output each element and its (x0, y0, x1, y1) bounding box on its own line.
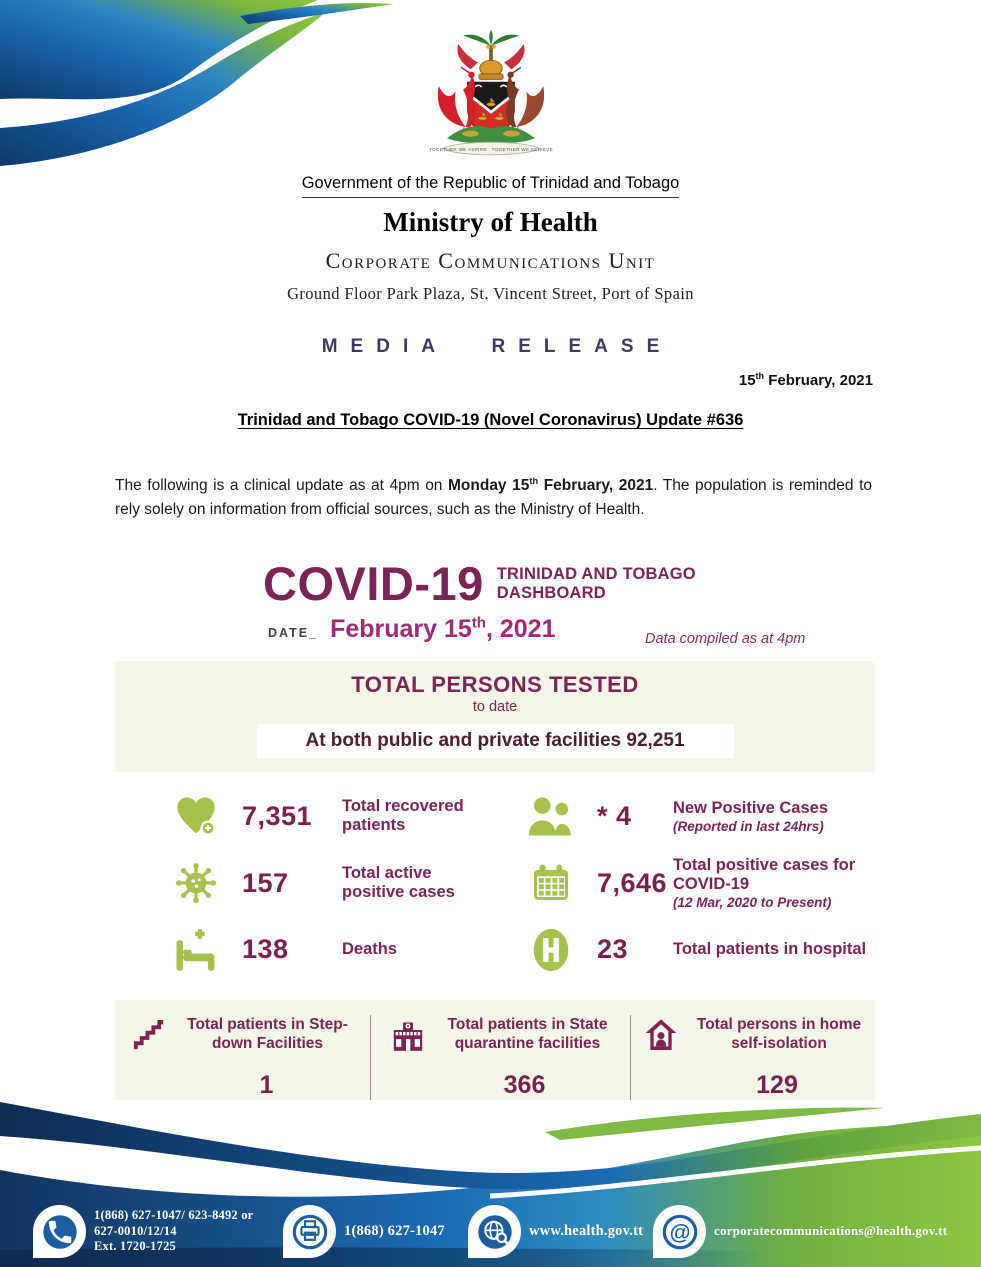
facility-value: 366 (503, 1070, 546, 1099)
people-icon (525, 792, 577, 840)
tested-total-band: At both public and private facilities 92,251 (257, 724, 734, 758)
facility-value: 129 (756, 1070, 798, 1099)
facility-quarantine (370, 1015, 630, 1100)
fax-icon (283, 1205, 336, 1258)
unit-title: Corporate Communications Unit (325, 248, 656, 273)
stat-value: * 4 (597, 800, 632, 831)
stat-label: Total active positive cases (342, 864, 455, 901)
dashboard-header (263, 557, 981, 611)
media-release-heading: MEDIA RELEASE (321, 336, 673, 357)
facility-value: 1 (259, 1070, 274, 1099)
stat-label: Deaths (342, 940, 398, 959)
contact-phone (33, 1205, 283, 1258)
contact-fax (283, 1205, 468, 1258)
stat-label: Total patients in hospital (673, 940, 867, 959)
trinidad-tobago-coat-of-arms (416, 30, 566, 170)
stat-deaths (170, 924, 525, 976)
phone-numbers: 1(868) 627-1047/ 623-8492 or 627-0010/12/14 Ext. 1720-1725 (94, 1208, 254, 1254)
stat-recovered (170, 790, 525, 842)
stat-active-cases (170, 856, 525, 910)
dashboard-date: February 15th, 2021 (330, 614, 556, 644)
virus-icon (170, 859, 222, 907)
dashboard-brand-subtitle: TRINIDAD AND TOBAGO DASHBOARD (496, 565, 696, 602)
facility-label: Total patients in Step-down Facilities (187, 1016, 348, 1052)
release-date: 15th February, 2021 (738, 371, 873, 389)
stat-sublabel: (12 Mar, 2020 to Present) (673, 894, 832, 910)
government-line: Government of the Republic of Trinidad and Tobago (0, 174, 981, 198)
hospital-icon (525, 925, 577, 975)
tested-title: TOTAL PERSONS TESTED (351, 672, 639, 698)
footer (0, 1100, 981, 1267)
ministry-title: Ministry of Health (383, 207, 598, 237)
dashboard-date-label: DATE_ (268, 626, 319, 641)
dashboard-date-row (268, 615, 981, 649)
stat-value: 7,646 (597, 867, 668, 898)
contact-email (653, 1205, 981, 1258)
stat-hospital (525, 924, 868, 976)
header-swoosh-decoration (0, 0, 430, 195)
heart-icon (170, 791, 222, 841)
stat-value: 138 (242, 934, 289, 965)
facilities-panel (115, 1000, 875, 1110)
dashboard-brand: COVID-19 (263, 557, 484, 611)
document-title: Trinidad and Tobago COVID-19 (Novel Coronavirus) Update #636 (237, 411, 744, 429)
building-icon (386, 1015, 430, 1055)
home-icon (640, 1015, 682, 1055)
footer-contacts (33, 1205, 981, 1258)
stat-value: 23 (597, 934, 629, 965)
intro-paragraph: The following is a clinical update as at 4pm on Monday 15th February, 2021. The population is reminded to rely solely on information from official sources, such as the Ministry of Health. (115, 475, 872, 519)
stairs-icon (130, 1015, 170, 1055)
bed-icon (170, 926, 222, 974)
facility-stepdown (115, 1015, 370, 1100)
address-line: Ground Floor Park Plaza, St. Vincent Street, Port of Spain (287, 284, 694, 303)
contact-website (468, 1205, 653, 1258)
phone-icon (33, 1205, 86, 1258)
stat-new-positive (525, 790, 868, 842)
stat-total-positive (525, 856, 868, 910)
stat-value: 7,351 (242, 800, 313, 831)
email-icon (653, 1205, 706, 1258)
svg-text:@: @ (669, 1220, 690, 1245)
facility-label: Total patients in State quarantine facilities (447, 1016, 608, 1052)
stat-label: Total positive cases for COVID-19 (673, 856, 856, 893)
stat-label: New Positive Cases (673, 798, 828, 817)
crest-motto: TOGETHER WE ASPIRE · TOGETHER WE ACHIEVE (428, 146, 553, 152)
stat-label: Total recovered patients (342, 797, 464, 835)
email-address: corporatecommunications@health.gov.tt (714, 1223, 948, 1239)
facility-label: Total persons in home self-isolation (696, 1016, 862, 1052)
stat-sublabel: (Reported in last 24hrs) (673, 818, 824, 834)
tested-subtitle: to date (472, 699, 518, 716)
stat-value: 157 (242, 867, 289, 898)
facility-home-isolation (630, 1015, 875, 1100)
globe-icon (468, 1205, 521, 1258)
total-tested-panel (115, 661, 875, 772)
fax-number: 1(868) 627-1047 (344, 1223, 445, 1240)
calendar-icon (525, 859, 577, 907)
website-url: www.health.gov.tt (529, 1223, 644, 1240)
stats-grid (115, 778, 875, 984)
data-compiled-note: Data compiled as at 4pm (645, 631, 806, 648)
